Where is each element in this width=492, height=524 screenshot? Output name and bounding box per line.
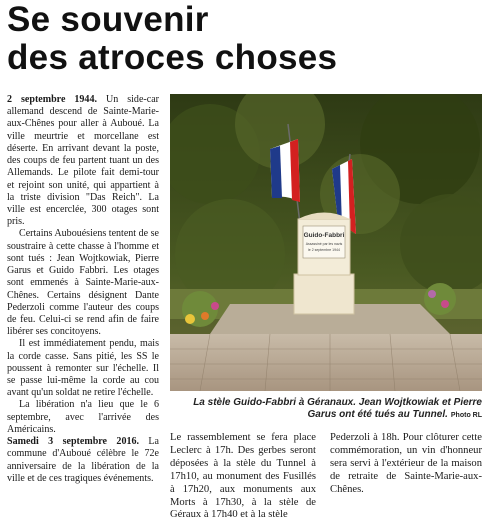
article-column-middle — [170, 432, 316, 522]
article-column-left — [7, 94, 159, 485]
paragraph-1 — [7, 94, 159, 228]
headline — [7, 1, 487, 77]
paragraph-6: Le rassemblement se fera place Leclerc à 17h. Des gerbes seront déposées à la stèle du Tunnel à 17h10, au monument des Fusillés à 17h20, aux monuments aux Morts à 17h30, à la stèle de Géraux à 17h40 et à la stèle — [170, 432, 316, 521]
photo-caption — [175, 397, 482, 422]
article-column-right — [330, 432, 482, 497]
plaque-line-2: Assassiné par les nazis — [305, 242, 343, 246]
dateline-1944: 2 septembre 1944. — [7, 94, 97, 105]
dateline-2016: Samedi 3 septembre 2016. — [7, 436, 139, 448]
photo-illustration — [170, 94, 482, 391]
paragraph-1-text: Un side-car allemand descend de Sainte-Marie-aux-Chênes pour aller à Auboué. La ville meurtrie et morcellane est déserte. En arrivant devant la poste, des coups de feu partent tuant un des Allemands. Le pilote fait demi-tour et rejoint son unité, qui appartient à la triste division "Das Reich". La ville est encerclée, 300 otages sont pris. — [7, 94, 159, 228]
caption-text: La stèle Guido-Fabbri à Géranaux. Jean Wojtkowiak et Pierre Garus ont été tués au Tunnel. — [193, 397, 482, 420]
paragraph-2: Certains Aubouésiens tentent de se soustraire à cette chasse à l'homme et sont tués : Jean Wojtkowiak, Pierre Garus et Guido Fabbri. Les otages sont emmenés à Sainte-Marie-aux-Chênes. Certains désignent Dante Pederzoli comme l'auteur des coups de feu. Celui-ci se rend afin de faire libérer ses concitoyens. — [7, 228, 159, 338]
headline-line-1: Se souvenir — [7, 0, 209, 39]
headline-line-2: des atroces choses — [7, 38, 338, 77]
paragraph-4: La libération n'a lieu que le 6 septembre, avec l'arrivée des Américains. — [7, 399, 159, 435]
paragraph-6-continued: Pederzoli à 18h. Pour clôturer cette commémoration, un vin d'honneur sera servi à l'extérieur de la maison de retraite de Sainte-Marie-aux-Chênes. — [330, 432, 482, 495]
photo-stele — [170, 94, 482, 391]
plaque-line-1: Guido-Fabbri — [303, 232, 345, 239]
paragraph-5 — [7, 436, 159, 485]
paragraph-5-text: La commune d'Auboué célèbre le 72e anniversaire de la libération de la ville et de ces tragiques événements. — [7, 436, 159, 484]
paragraph-3: Il est immédiatement pendu, mais la corde casse. Sans pitié, les SS le poussent à remonter sur l'échelle. Il se passe lui-même la corde au cou avant qu'un soldat ne retire l'échelle. — [7, 338, 159, 399]
photo-credit: Photo RL — [450, 412, 482, 419]
plaque-line-3: le 2 septembre 1944 — [308, 248, 340, 252]
